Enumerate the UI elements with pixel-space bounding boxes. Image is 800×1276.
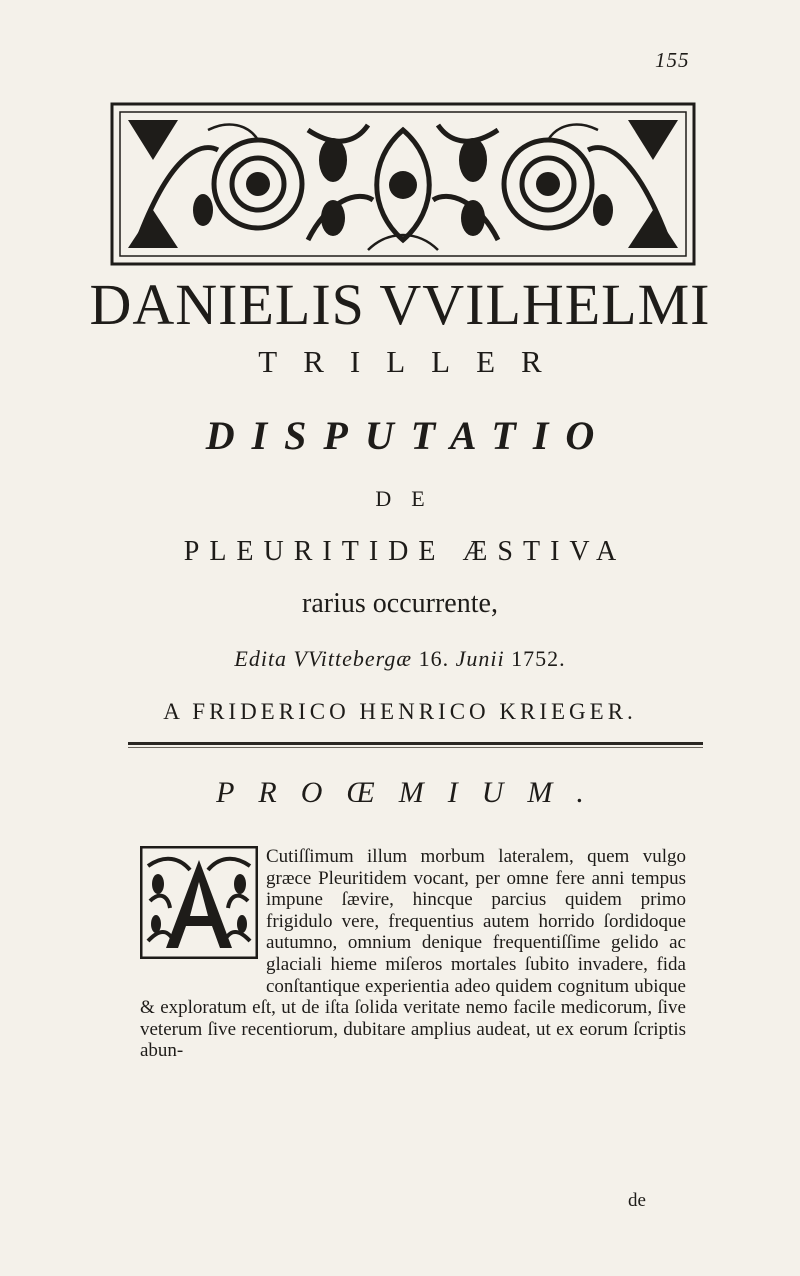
divider-rule-thin [128, 747, 703, 748]
page-number: 155 [655, 48, 690, 72]
decorated-initial-a-icon [140, 846, 258, 959]
author-given-names: DANIELIS VVILHELMI [89, 272, 711, 337]
author-surname: TRILLER [258, 344, 568, 379]
floral-headpiece-icon [108, 100, 698, 268]
title-occurrence: rarius occurrente, [302, 588, 498, 619]
title-disputatio: DISPUTATIO [205, 413, 612, 458]
imprint-place-ending: æ [396, 646, 413, 671]
section-heading: PROŒMIUM. [216, 776, 608, 809]
imprint-line [0, 648, 800, 670]
divider-rule [128, 742, 703, 745]
imprint-author: A FRIDERICO HENRICO KRIEGER. [163, 699, 637, 724]
title-subject: PLEURITIDE ÆSTIVA [183, 536, 627, 567]
catchword: de [628, 1190, 646, 1211]
title-de: DE [375, 486, 445, 511]
imprint-day: 16. [418, 646, 450, 671]
imprint-month: Junii [455, 646, 505, 671]
imprint-year: 1752. [511, 646, 566, 671]
proemium-text: Cutiſſimum illum morbum lateralem, quem vulgo græce Pleuritidem vocant, per omne fere anni tempus impune ſævire, hincque parcius quidem primo frigidulo vere, frequentius autem horrido ſordidoque autumno, omnium denique frequentiſſime gelido ac glaciali hieme miſeros mortales ſubito invadere, fida conſtantique experientia adeo quidem cognitum ubique & exploratum eſt, ut de iſta ſolida veritate nemo facile medicorum, ſive veterum ſive recentiorum, dubitare amplius audeat, ut ex eorum ſcriptis abun- [140, 846, 686, 1062]
imprint-place: Edita VVitteberg [234, 646, 397, 671]
